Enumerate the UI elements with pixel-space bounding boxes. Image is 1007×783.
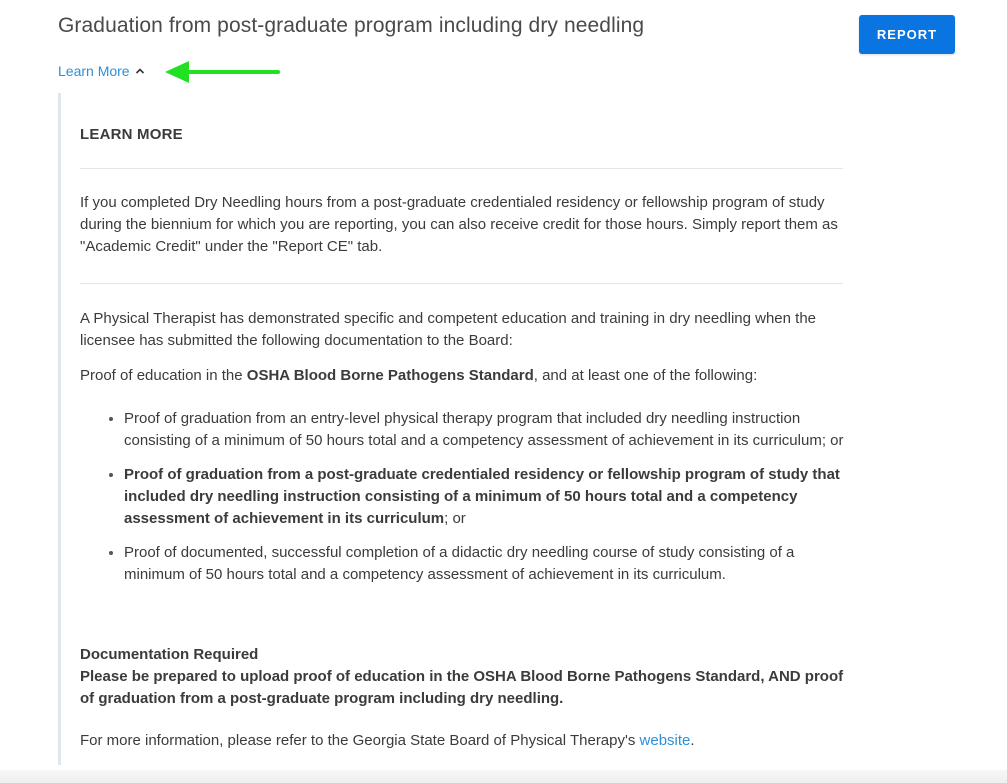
panel-heading: LEARN MORE: [80, 126, 183, 143]
learn-more-toggle[interactable]: [58, 63, 145, 79]
list-item-text: Proof of graduation from an entry-level physical therapy program that included dry needling instruction consisting of a minimum of 50 hours total and a competency assessment of achievement in its curriculum; or: [124, 410, 844, 449]
proof-prefix: Proof of education in the: [80, 367, 247, 384]
learn-more-panel: [58, 93, 858, 765]
doc-title: Documentation Required: [80, 646, 259, 663]
doc-body: Please be prepared to upload proof of education in the OSHA Blood Borne Pathogens Standard, AND proof of graduation from a post-graduate program including dry needling.: [80, 668, 844, 707]
learn-more-label: Learn More: [58, 63, 130, 79]
proof-suffix: , and at least one of the following:: [533, 367, 758, 384]
proof-standard: OSHA Blood Borne Pathogens Standard: [246, 367, 534, 384]
list-item: [124, 542, 850, 586]
page-title: Graduation from post-graduate program including dry needling: [58, 14, 645, 37]
requirement-intro: A Physical Therapist has demonstrated specific and competent education and training in dry needling when the licensee has submitted the following documentation to the Board:: [80, 310, 817, 349]
chevron-up-icon: [135, 67, 145, 75]
website-link[interactable]: website: [639, 732, 691, 749]
list-item-bold: Proof of graduation from a post-graduate credentialed residency or fellowship program of study that included dry needling instruction consisting of a minimum of 50 hours total and a competency assessment of achievement in its curriculum: [124, 466, 840, 527]
list-item: [124, 464, 850, 530]
footer-paragraph: [80, 730, 850, 752]
list-item-suffix: ; or: [444, 510, 466, 527]
intro-paragraph: If you completed Dry Needling hours from a post-graduate credentialed residency or fellowship program of study during the biennium for which you are reporting, you can also receive credit for those hours. Simply report them as "Academic Credit" under the "Report CE" tab.: [80, 194, 838, 255]
documentation-required: [80, 644, 850, 710]
divider: [80, 168, 843, 169]
proof-paragraph: [80, 365, 850, 387]
bottom-edge: [0, 770, 1007, 783]
divider: [80, 283, 843, 284]
left-arrow-icon: [162, 60, 282, 84]
list-item: [124, 408, 850, 452]
footer-suffix: .: [690, 732, 695, 749]
list-item-text: Proof of documented, successful completion of a didactic dry needling course of study consisting of a minimum of 50 hours total and a competency assessment of achievement in its curriculum.: [124, 544, 795, 583]
report-button[interactable]: REPORT: [859, 15, 955, 54]
footer-prefix: For more information, please refer to the Georgia State Board of Physical Therapy's: [80, 732, 640, 749]
requirements-list: [80, 408, 850, 598]
